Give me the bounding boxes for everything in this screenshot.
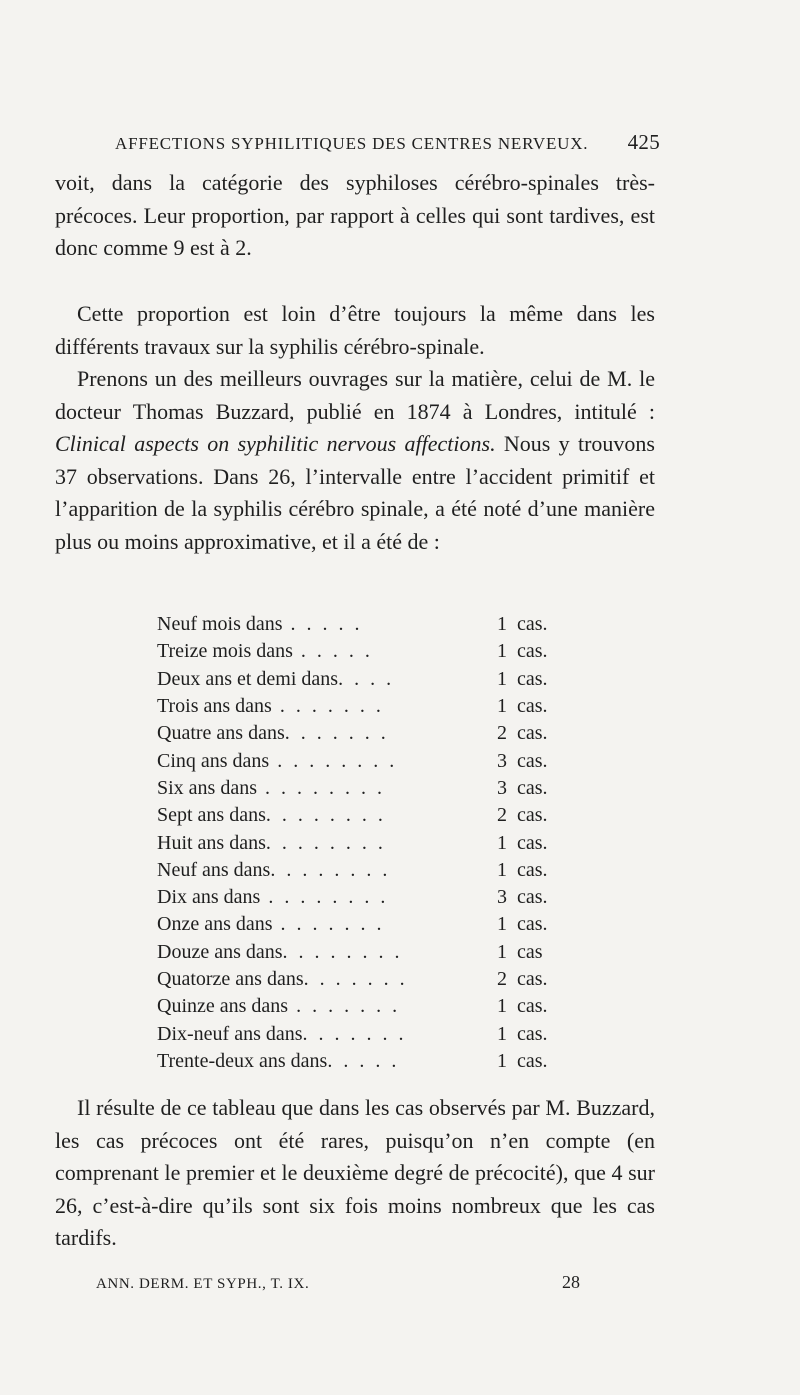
paragraph-3-text-after: Nous y trouvons 37 observations. Dans 26, l’intervalle entre l’accident primitif et l’apparition de la syphilis cérébro spinale, a été noté d’une manière plus ou moins approximative, et il a été de : — [55, 431, 655, 554]
row-leader-dots: . . . . . . . . — [265, 831, 386, 854]
row-unit: cas. — [517, 968, 548, 990]
row-count: 1 — [497, 1049, 507, 1072]
table-row — [157, 939, 557, 966]
row-count: 1 — [497, 613, 507, 636]
row-leader-dots: . . . . . — [282, 613, 363, 636]
row-label-text: Dix-neuf ans dans — [157, 1022, 303, 1045]
row-label — [157, 913, 487, 936]
interval-table — [157, 611, 557, 1075]
row-count: 1 — [497, 858, 507, 881]
table-row — [157, 829, 557, 856]
row-unit: cas. — [517, 749, 548, 772]
row-label-text: Quatre ans dans — [157, 722, 285, 745]
table-row — [157, 693, 557, 720]
paragraph-4 — [55, 1092, 655, 1255]
row-leader-dots: . . . . . . . — [302, 1022, 407, 1045]
row-unit: cas. — [517, 1022, 548, 1045]
paragraph-4-text: Il résulte de ce tableau que dans les cas observés par M. Buzzard, les cas précoces ont été rares, puisqu’on n’en compte (en comprenant le premier et le deuxième degré de précocité), que 4 sur 26, c’est-à-dire qu’ils sont six fois moins nombreux que les cas tardifs. — [55, 1095, 655, 1250]
table-row — [157, 638, 557, 665]
row-leader-dots: . . . . . — [292, 640, 373, 663]
row-unit: cas. — [517, 804, 548, 827]
book-title-italic: Clinical aspects on syphilitic nervous affections. — [55, 431, 496, 456]
page-footer — [96, 1272, 580, 1293]
row-label-text: Sept ans dans — [157, 804, 266, 827]
table-row — [157, 1048, 557, 1075]
row-label-text: Dix ans dans — [157, 886, 261, 909]
row-label-text: Quinze ans dans — [157, 995, 289, 1018]
row-unit: cas. — [517, 858, 548, 881]
table-row — [157, 802, 557, 829]
row-leader-dots: . . . . . . . — [272, 913, 385, 936]
row-label — [157, 777, 487, 800]
row-label-text: Cinq ans dans — [157, 749, 270, 772]
row-unit: cas. — [517, 667, 548, 690]
row-label — [157, 750, 487, 773]
paragraph-2-text: Cette proportion est loin d’être toujours la même dans les différents travaux sur la syphilis cérébro-spinale. — [55, 301, 655, 359]
paragraph-1: voit, dans la catégorie des syphiloses cérébro-spinales très-précoces. Leur proportion, par rapport à celles qui sont tardives, est donc comme 9 est à 2. — [55, 170, 655, 260]
row-label-text: Deux ans et demi dans — [157, 667, 339, 690]
row-count: 3 — [497, 749, 507, 772]
row-label-text: Onze ans dans — [157, 913, 273, 936]
row-unit: cas. — [517, 695, 548, 718]
paragraph-3 — [55, 363, 655, 558]
row-label-text: Huit ans dans — [157, 831, 266, 854]
row-leader-dots: . . . . . . . . — [282, 940, 403, 963]
row-count: 1 — [497, 667, 507, 690]
row-count: 3 — [497, 776, 507, 799]
table-row — [157, 1020, 557, 1047]
table-row — [157, 775, 557, 802]
row-leader-dots: . . . . . . . . — [257, 776, 385, 799]
row-unit: cas. — [517, 776, 548, 799]
row-label — [157, 859, 487, 882]
row-label — [157, 640, 487, 663]
table-row — [157, 611, 557, 638]
row-unit: cas. — [517, 640, 548, 663]
row-unit: cas. — [517, 613, 548, 636]
row-leader-dots: . . . . . . . — [303, 968, 408, 990]
row-leader-dots: . . . . . . . — [288, 995, 401, 1018]
row-count: 1 — [497, 940, 507, 963]
table-row — [157, 857, 557, 884]
row-label — [157, 722, 487, 745]
row-unit: cas. — [517, 831, 548, 854]
row-count: 1 — [497, 640, 507, 663]
row-label-text: Quatorze ans dans — [157, 968, 304, 990]
row-count: 1 — [497, 695, 507, 718]
row-label-text: Trois ans dans — [157, 695, 272, 718]
row-unit: cas — [517, 940, 543, 963]
row-unit: cas. — [517, 995, 548, 1018]
table-row — [157, 993, 557, 1020]
page-number: 425 — [627, 130, 660, 154]
row-label-text: Douze ans dans — [157, 940, 283, 963]
row-leader-dots: . . . . — [338, 667, 395, 690]
row-unit: cas. — [517, 913, 548, 936]
table-row — [157, 966, 557, 993]
paragraph-2 — [55, 298, 655, 363]
row-label — [157, 668, 487, 691]
row-count: 1 — [497, 995, 507, 1018]
row-label-text: Trente-deux ans dans — [157, 1049, 328, 1072]
row-count: 3 — [497, 886, 507, 909]
row-count: 1 — [497, 913, 507, 936]
row-label — [157, 995, 487, 1018]
row-unit: cas. — [517, 1049, 548, 1072]
row-unit: cas. — [517, 886, 548, 909]
table-row — [157, 911, 557, 938]
running-head-title: AFFECTIONS SYPHILITIQUES DES CENTRES NERVEUX. — [115, 134, 589, 153]
row-leader-dots: . . . . . . . . — [269, 749, 398, 772]
row-leader-dots: . . . . . . . — [284, 722, 389, 745]
row-label-text: Treize mois dans — [157, 640, 293, 663]
row-label — [157, 1023, 487, 1046]
row-label-text: Neuf ans dans — [157, 858, 271, 881]
row-count: 1 — [497, 831, 507, 854]
row-leader-dots: . . . . . . . — [271, 695, 384, 718]
row-count: 1 — [497, 1022, 507, 1045]
journal-reference: ANN. DERM. ET SYPH., T. IX. — [96, 1276, 310, 1292]
row-count: 2 — [497, 722, 507, 745]
row-count: 2 — [497, 804, 507, 827]
row-count: 2 — [497, 968, 507, 990]
table-row — [157, 666, 557, 693]
table-row — [157, 720, 557, 747]
row-label — [157, 941, 487, 964]
row-leader-dots: . . . . . . . . — [270, 858, 391, 881]
row-label — [157, 886, 487, 909]
row-label-text: Six ans dans — [157, 776, 257, 799]
row-unit: cas. — [517, 722, 548, 745]
paragraph-3-text-before: Prenons un des meilleurs ouvrages sur la matière, celui de M. le docteur Thomas Buzzard, publié en 1874 à Londres, intitulé : — [55, 366, 655, 424]
row-label — [157, 804, 487, 827]
row-leader-dots: . . . . . . . . — [265, 804, 386, 827]
table-row — [157, 884, 557, 911]
row-label — [157, 832, 487, 855]
row-label — [157, 968, 487, 991]
row-label — [157, 695, 487, 718]
table-row — [157, 747, 557, 774]
row-leader-dots: . . . . . — [327, 1049, 400, 1072]
row-leader-dots: . . . . . . . . — [260, 886, 389, 909]
signature-mark: 28 — [562, 1272, 580, 1292]
row-label — [157, 613, 487, 636]
row-label — [157, 1050, 487, 1073]
row-label-text: Neuf mois dans — [157, 613, 283, 636]
running-head — [115, 130, 660, 155]
